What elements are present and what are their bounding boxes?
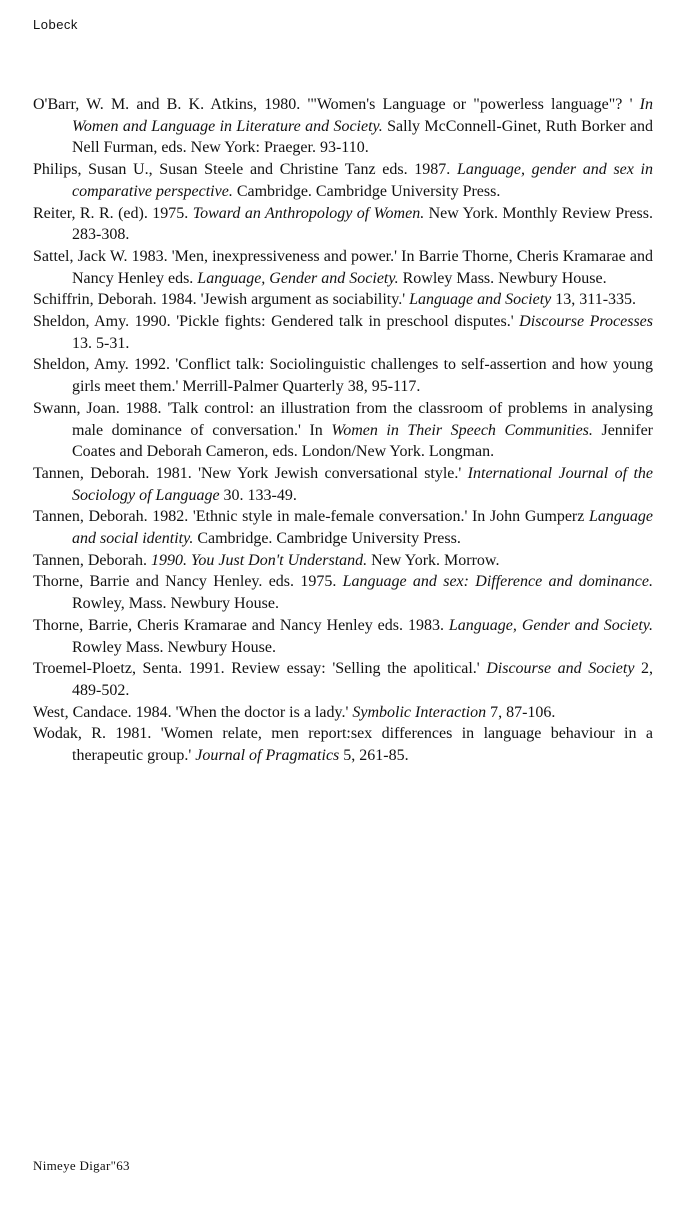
reference-text: O'Barr, W. M. and B. K. Atkins, 1980. '"Women's Language or "powerless language"? ' xyxy=(33,96,640,113)
reference-title: Language and sex: Difference and dominance. xyxy=(342,573,654,591)
reference-text: Sheldon, Amy. 1990. 'Pickle fights: Gendered talk in preschool disputes.' xyxy=(33,313,520,331)
reference-title: Women in Their Speech Communities. xyxy=(331,421,593,439)
reference-text: Wodak, R. 1981. 'Women relate, men report:sex differences in language behaviour in a therapeutic group.' xyxy=(33,725,653,765)
reference-text: 30. 133-49. xyxy=(219,486,297,504)
reference-entry xyxy=(33,723,653,766)
reference-text: Cambridge. Cambridge University Press. xyxy=(232,182,501,200)
reference-text: 13, 311-335. xyxy=(551,291,637,309)
reference-text: Tannen, Deborah. 1981. 'New York Jewish conversational style.' xyxy=(33,464,468,482)
reference-text: Rowley, Mass. Newbury House. xyxy=(72,595,279,613)
reference-text: 13. 5-31. xyxy=(72,334,130,352)
reference-text: New York. Monthly Review Press. 283-308. xyxy=(72,204,654,244)
reference-entry xyxy=(33,702,653,724)
reference-entry xyxy=(33,658,653,701)
reference-text: Sheldon, Amy. 1992. 'Conflict talk: Sociolinguistic challenges to self-assertion and how young girls meet them.' Merrill-Palmer Quarterly 38, 95-117. xyxy=(33,356,653,396)
reference-title: In Women and Language in Literature and Society. xyxy=(72,96,653,135)
reference-title: Journal of Pragmatics xyxy=(195,747,340,765)
reference-text: Sattel, Jack W. 1983. 'Men, inexpressiveness and power.' In Barrie Thorne, Cheris Kramarae and Nancy Henley eds. xyxy=(33,247,653,287)
reference-entry xyxy=(33,94,653,159)
reference-title: Discourse and Society xyxy=(486,660,635,678)
page-footer: Nimeye Digar"63 xyxy=(33,1158,130,1173)
reference-text: Sally McConnell-Ginet, Ruth Borker and Nell Furman, eds. New York: Praeger. 93-110. xyxy=(72,117,653,157)
reference-text: Jennifer Coates and Deborah Cameron, eds. London/New York. Longman. xyxy=(72,421,654,461)
reference-text: Rowley Mass. Newbury House. xyxy=(398,269,607,287)
reference-text: Tannen, Deborah. 1982. 'Ethnic style in male-female conversation.' In John Gumperz xyxy=(33,508,589,526)
reference-text: Cambridge. Cambridge University Press. xyxy=(193,530,461,548)
reference-entry xyxy=(33,289,653,311)
reference-entry xyxy=(33,159,653,202)
reference-entry xyxy=(33,463,653,506)
reference-text: Reiter, R. R. (ed). 1975. xyxy=(33,204,193,222)
reference-title: Symbolic Interaction xyxy=(352,703,487,721)
reference-text: 5, 261-85. xyxy=(339,747,409,765)
reference-title: Discourse Processes xyxy=(519,313,653,331)
reference-entry xyxy=(33,615,653,658)
reference-entry xyxy=(33,203,653,246)
reference-title: International Journal of the Sociology of Language xyxy=(72,464,653,504)
reference-title: Language and social identity. xyxy=(72,508,653,548)
reference-text: Rowley Mass. Newbury House. xyxy=(72,638,276,656)
reference-text: 2, 489-502. xyxy=(72,660,654,699)
reference-text: Philips, Susan U., Susan Steele and Christine Tanz eds. 1987. xyxy=(33,161,457,179)
reference-text: Thorne, Barrie and Nancy Henley. eds. 1975. xyxy=(33,573,343,591)
reference-title: Language, Gender and Society. xyxy=(197,269,399,287)
reference-text: Thorne, Barrie, Cheris Kramarae and Nancy Henley eds. 1983. xyxy=(33,616,449,634)
reference-title: Language and Society xyxy=(409,291,552,309)
reference-entry xyxy=(33,354,653,397)
reference-text: Troemel-Ploetz, Senta. 1991. Review essay: 'Selling the apolitical.' xyxy=(33,660,487,678)
reference-entry xyxy=(33,571,653,614)
reference-entry xyxy=(33,550,653,572)
reference-list xyxy=(33,94,653,767)
reference-title: Language, Gender and Society. xyxy=(448,616,654,634)
reference-entry xyxy=(33,506,653,549)
reference-text: 7, 87-106. xyxy=(486,703,556,721)
reference-text: Schiffrin, Deborah. 1984. 'Jewish argument as sociability.' xyxy=(33,291,410,309)
reference-text: Swann, Joan. 1988. 'Talk control: an illustration from the classroom of problems in analysing male dominance of conversation.' In xyxy=(33,399,653,439)
reference-entry xyxy=(33,311,653,354)
reference-text: Tannen, Deborah. xyxy=(33,551,151,569)
reference-entry xyxy=(33,246,653,289)
reference-text: West, Candace. 1984. 'When the doctor is a lady.' xyxy=(33,703,353,721)
running-head: Lobeck xyxy=(33,17,78,32)
reference-title: Language, gender and sex in comparative perspective. xyxy=(72,161,653,200)
reference-title: Toward an Anthropology of Women. xyxy=(192,204,425,222)
reference-entry xyxy=(33,398,653,463)
reference-text: New York. Morrow. xyxy=(367,551,500,569)
reference-title: 1990. You Just Don't Understand. xyxy=(150,551,368,569)
